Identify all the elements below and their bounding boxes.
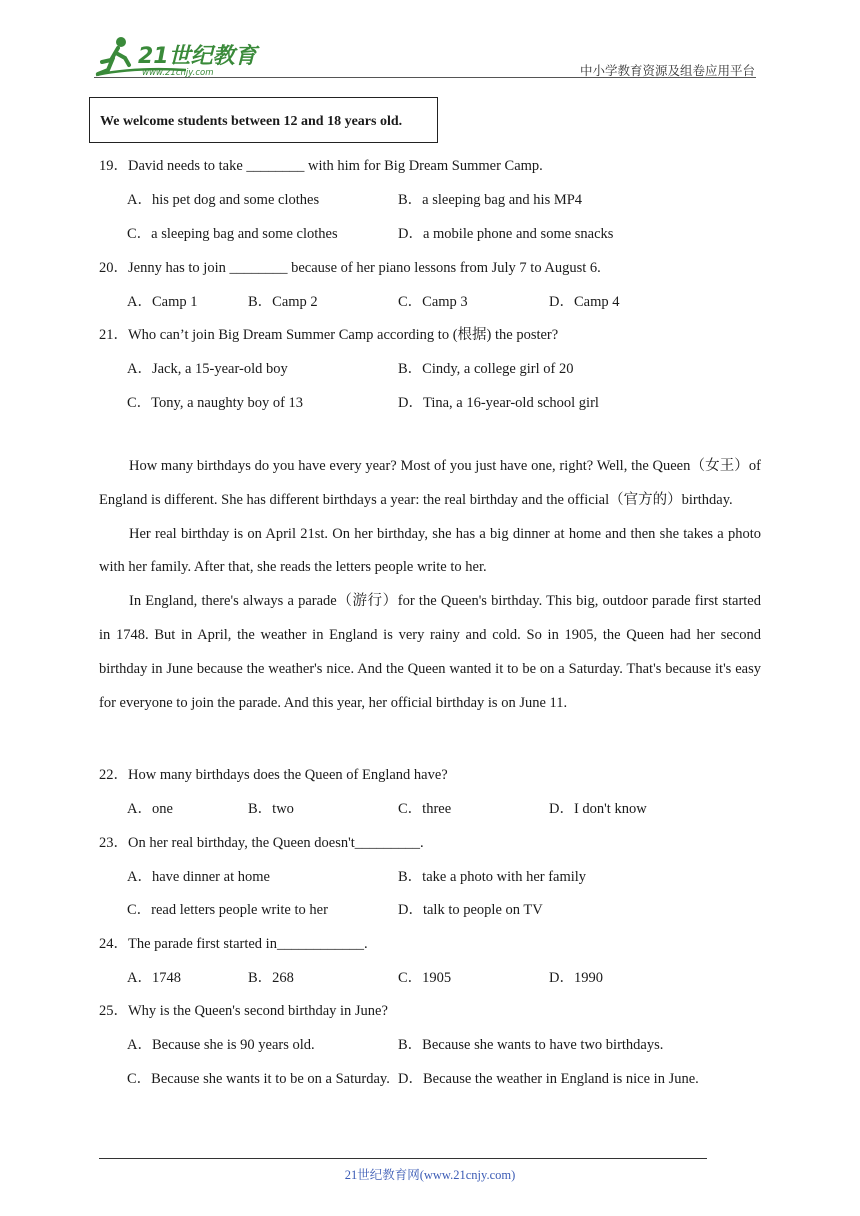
site-slogan: 中小学教育资源及组卷应用平台 [579, 63, 755, 78]
question-25-option-d[interactable]: D．Because the weather in England is nice in June. [398, 1071, 699, 1087]
reading-passage [99, 450, 761, 720]
question-25-option-a[interactable]: A．Because she is 90 years old. [127, 1037, 315, 1053]
question-24-option-d[interactable]: D．1990 [549, 970, 603, 986]
question-24-stem: 24．The parade first started in____________. [99, 936, 368, 952]
passage-paragraph-3: In England, there's always a parade（游行）for the Queen's birthday. This big, outdoor parade first started in 1748. But in April, the weather in England is very rainy and cold. So in 1905, the Queen had her second birthday in June because the weather's nice. And the Queen wanted it to be on a Saturday. That's because it's easy for everyone to join the parade. And this year, her official birthday is on June 11. [99, 593, 761, 711]
question-22-option-d[interactable]: D．I don't know [549, 801, 647, 817]
question-24-option-b[interactable]: B．268 [248, 970, 294, 986]
passage-paragraph-1: How many birthdays do you have every year? Most of you just have one, right? Well, the Queen（女王）of England is different. She has different birthdays a year: the real birthday and the official（官方的）birthday. [99, 458, 761, 508]
question-25-option-c[interactable]: C．Because she wants it to be on a Saturday. [127, 1071, 390, 1087]
question-19-option-b[interactable]: B．a sleeping bag and his MP4 [398, 192, 583, 208]
question-25-stem: 25．Why is the Queen's second birthday in June? [99, 1003, 388, 1019]
notice-box [89, 97, 438, 143]
question-21-option-b[interactable]: B．Cindy, a college girl of 20 [398, 361, 574, 377]
svg-text:21世纪教育: 21世纪教育 [138, 44, 257, 69]
question-19-option-c[interactable]: C．a sleeping bag and some clothes [127, 226, 338, 242]
question-20-option-c[interactable]: C．Camp 3 [398, 294, 468, 310]
runner-logo-icon [94, 34, 264, 80]
question-20-option-b[interactable]: B．Camp 2 [248, 294, 318, 310]
question-23-stem: 23．On her real birthday, the Queen doesn't_________. [99, 835, 424, 851]
question-21-option-c[interactable]: C．Tony, a naughty boy of 13 [127, 395, 304, 411]
question-20-stem: 20．Jenny has to join ________ because of her piano lessons from July 7 to August 6. [99, 260, 601, 276]
question-21-option-d[interactable]: D．Tina, a 16-year-old school girl [398, 395, 599, 411]
question-21-stem: 21．Who can’t join Big Dream Summer Camp according to (根据) the poster? [99, 327, 559, 343]
question-23-option-c[interactable]: C．read letters people write to her [127, 902, 328, 918]
question-23-option-d[interactable]: D．talk to people on TV [398, 902, 543, 918]
header-divider [94, 77, 756, 78]
footer-divider [99, 1158, 707, 1159]
question-22-option-a[interactable]: A．one [127, 801, 173, 817]
question-20-option-a[interactable]: A．Camp 1 [127, 294, 198, 310]
question-23-option-b[interactable]: B．take a photo with her family [398, 869, 587, 885]
question-20-option-d[interactable]: D．Camp 4 [549, 294, 620, 310]
question-21-option-a[interactable]: A．Jack, a 15-year-old boy [127, 361, 288, 377]
question-24-option-c[interactable]: C．1905 [398, 970, 452, 986]
question-22-option-c[interactable]: C．three [398, 801, 452, 817]
question-22-option-b[interactable]: B．two [248, 801, 294, 817]
question-23-option-a[interactable]: A．have dinner at home [127, 869, 270, 885]
footer-link[interactable]: 21世纪教育网(www.21cnjy.com) [344, 1168, 516, 1182]
question-19-option-a[interactable]: A．his pet dog and some clothes [127, 192, 320, 208]
question-19-stem: 19．David needs to take ________ with him for Big Dream Summer Camp. [99, 158, 543, 174]
question-24-option-a[interactable]: A．1748 [127, 970, 181, 986]
question-25-option-b[interactable]: B．Because she wants to have two birthdays. [398, 1037, 664, 1053]
svg-text:www.21cnjy.com: www.21cnjy.com [142, 68, 214, 78]
question-22-stem: 22．How many birthdays does the Queen of England have? [99, 767, 448, 783]
notice-text: We welcome students between 12 and 18 years old. [100, 114, 403, 129]
question-19-option-d[interactable]: D．a mobile phone and some snacks [398, 226, 614, 242]
passage-paragraph-2: Her real birthday is on April 21st. On her birthday, she has a big dinner at home and then she takes a photo with her family. After that, she reads the letters people write to her. [99, 525, 761, 576]
site-logo [94, 34, 264, 80]
